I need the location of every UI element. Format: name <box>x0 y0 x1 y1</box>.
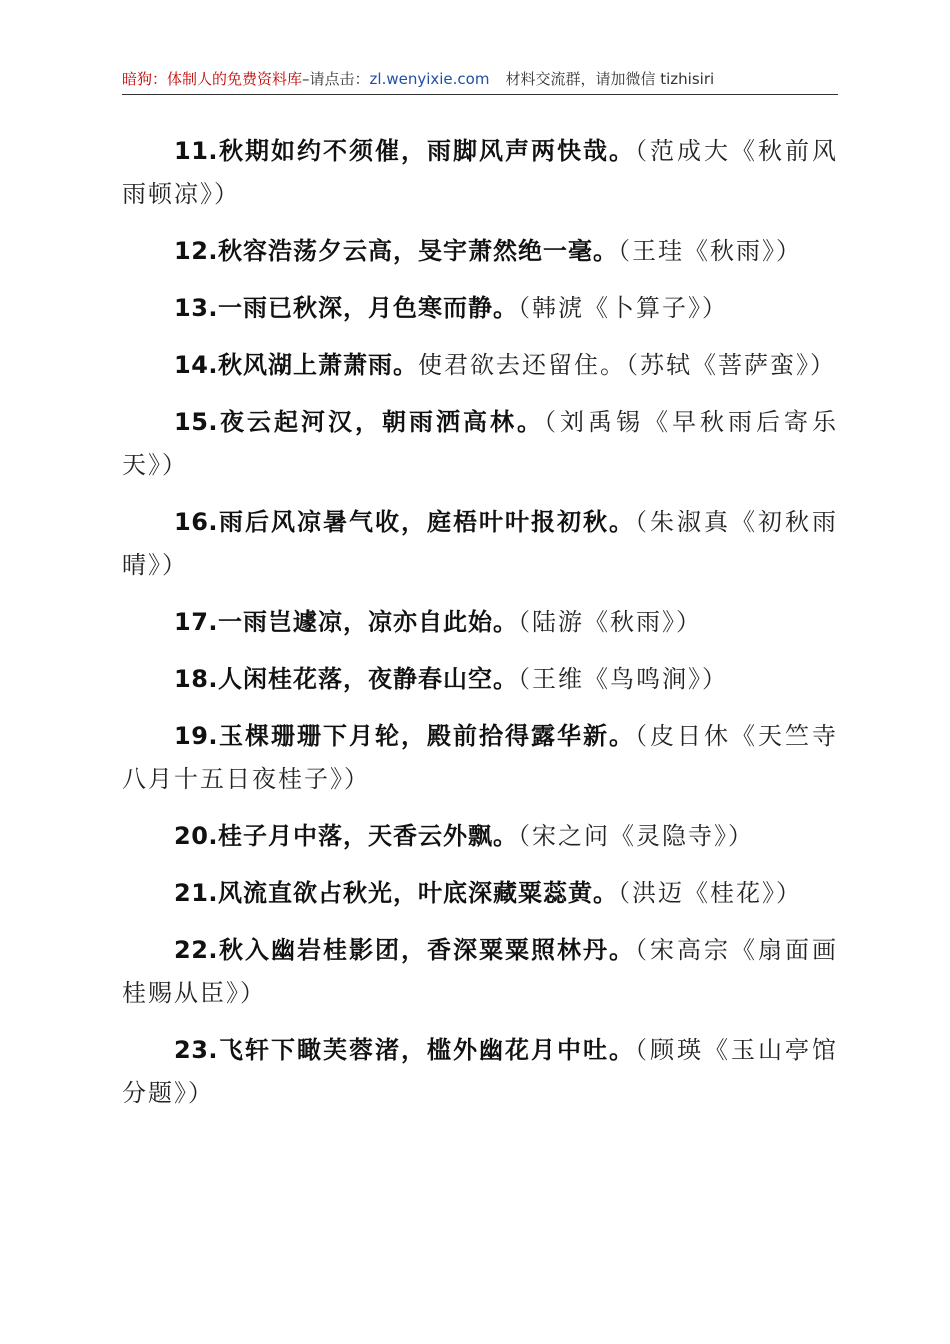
entry-source: （宋高宗《扇面画桂赐从臣》） <box>122 936 839 1007</box>
entry-source: （朱淑真《初秋雨晴》） <box>122 508 839 579</box>
poem-entry <box>122 401 838 487</box>
poem-list <box>122 130 838 1129</box>
entry-source: （王珪《秋雨》） <box>618 237 803 265</box>
entry-source: （韩淲《卜算子》） <box>518 294 729 322</box>
poem-entry <box>122 1029 838 1115</box>
poem-entry <box>122 287 838 330</box>
entry-verse: 秋期如约不须催，雨脚风声两快哉。 <box>218 137 636 165</box>
entry-verse: 玉棵珊珊下月轮，殿前拾得露华新。 <box>218 722 636 750</box>
entry-number: 23. <box>174 1036 219 1064</box>
entry-number: 13. <box>174 294 219 322</box>
entry-source: （宋之问《灵隐寺》） <box>518 822 755 850</box>
header-contact: 材料交流群，请加微信 tizhisiri <box>505 70 715 88</box>
entry-verse: 秋容浩荡夕云高，旻宇萧然绝一毫。 <box>218 237 619 265</box>
poem-entry <box>122 815 838 858</box>
entry-verse: 一雨已秋深，月色寒而静。 <box>218 294 519 322</box>
poem-entry <box>122 658 838 701</box>
poem-entry <box>122 601 838 644</box>
entry-number: 21. <box>174 879 219 907</box>
entry-source: （顾瑛《玉山亭馆分题》） <box>122 1036 839 1107</box>
entry-verse: 桂子月中落，天香云外飘。 <box>218 822 519 850</box>
entry-number: 15. <box>174 408 219 436</box>
header-link[interactable]: zl.wenyixie.com <box>369 70 490 88</box>
poem-entry <box>122 344 838 387</box>
poem-entry <box>122 929 838 1015</box>
entry-verse: 秋风湖上萧萧雨。 <box>218 351 419 379</box>
entry-source: （陆游《秋雨》） <box>518 608 703 636</box>
poem-entry <box>122 872 838 915</box>
header-prompt: –请点击： <box>302 70 370 88</box>
header-brand: 暗狗：体制人的免费资料库 <box>122 70 303 88</box>
entry-verse: 一雨岂遽凉，凉亦自此始。 <box>218 608 519 636</box>
entry-source: （王维《鸟鸣涧》） <box>518 665 729 693</box>
poem-entry <box>122 715 838 801</box>
poem-entry <box>122 230 838 273</box>
entry-verse: 风流直欲占秋光，叶底深藏粟蕊黄。 <box>218 879 619 907</box>
entry-source: 使君欲去还留住。（苏轼《菩萨蛮》） <box>418 351 837 379</box>
entry-verse: 秋入幽岩桂影团，香深粟粟照林丹。 <box>218 936 636 964</box>
entry-source: （洪迈《桂花》） <box>618 879 803 907</box>
entry-source: （刘禹锡《早秋雨后寄乐天》） <box>122 408 839 479</box>
entry-number: 20. <box>174 822 219 850</box>
entry-number: 17. <box>174 608 219 636</box>
entry-source: （范成大《秋前风雨顿凉》） <box>122 137 839 208</box>
entry-verse: 夜云起河汉，朝雨洒高林。 <box>218 408 545 436</box>
entry-number: 22. <box>174 936 219 964</box>
entry-verse: 人闲桂花落，夜静春山空。 <box>218 665 519 693</box>
entry-number: 18. <box>174 665 219 693</box>
poem-entry <box>122 130 838 216</box>
entry-number: 14. <box>174 351 219 379</box>
poem-entry <box>122 501 838 587</box>
entry-number: 12. <box>174 237 219 265</box>
entry-verse: 飞轩下瞰芙蓉渚，槛外幽花月中吐。 <box>218 1036 636 1064</box>
entry-number: 11. <box>174 137 219 165</box>
entry-number: 19. <box>174 722 219 750</box>
entry-verse: 雨后风凉暑气收，庭梧叶叶报初秋。 <box>218 508 636 536</box>
entry-source: （皮日休《天竺寺八月十五日夜桂子》） <box>122 722 839 793</box>
entry-number: 16. <box>174 508 219 536</box>
page-header <box>122 64 838 95</box>
